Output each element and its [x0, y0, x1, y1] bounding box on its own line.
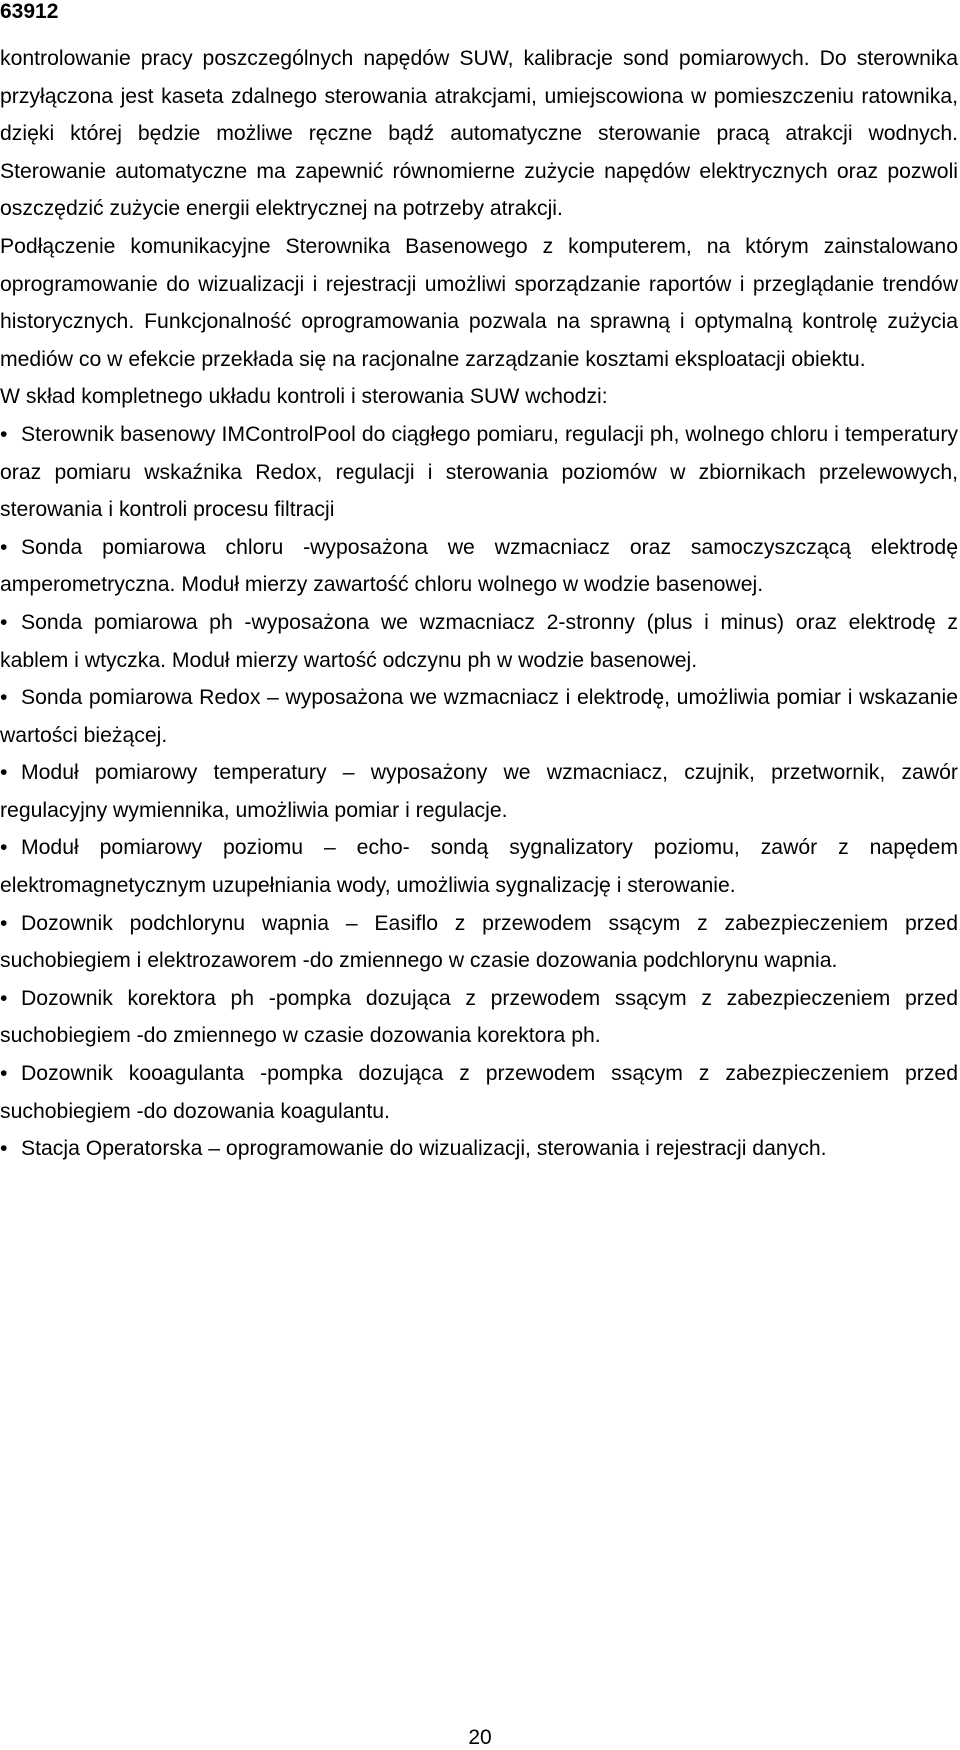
- document-body: [0, 40, 958, 1168]
- list-item: [0, 829, 958, 904]
- bullet-icon: •: [0, 761, 8, 785]
- list-item: [0, 1130, 958, 1168]
- component-list: [0, 416, 958, 1168]
- bullet-icon: •: [0, 836, 8, 860]
- list-item-text: Sonda pomiarowa ph -wyposażona we wzmacniacz 2-stronny (plus i minus) oraz elektrodę z kablem i wtyczka. Moduł mierzy wartość odczynu ph w wodzie basenowej.: [0, 610, 958, 672]
- list-item-text: Dozownik kooagulanta -pompka dozująca z przewodem ssącym z zabezpieczeniem przed suchobiegiem -do dozowania koagulantu.: [0, 1062, 958, 1123]
- list-item: [0, 754, 958, 829]
- bullet-icon: •: [0, 610, 8, 634]
- paragraph-list-intro: W skład kompletnego układu kontroli i sterowania SUW wchodzi:: [0, 385, 608, 409]
- bullet-icon: •: [0, 1062, 8, 1086]
- bullet-icon: •: [0, 986, 8, 1010]
- list-item-text: Dozownik korektora ph -pompka dozująca z przewodem ssącym z zabezpieczeniem przed suchobiegiem -do zmiennego w czasie dozowania korektora ph.: [0, 986, 958, 1048]
- page-number: 20: [468, 1726, 492, 1749]
- list-item: [0, 1055, 958, 1130]
- list-item: [0, 604, 958, 679]
- list-item-text: Sterownik basenowy IMControlPool do ciągłego pomiaru, regulacji ph, wolnego chloru i temperatury oraz pomiaru wskaźnika Redox, regulacji i sterowania poziomów w zbiornikach przelewowych, sterowania i kontroli procesu filtracji: [0, 422, 958, 522]
- bullet-icon: •: [0, 911, 8, 935]
- list-item-text: Moduł pomiarowy temperatury – wyposażony we wzmacniacz, czujnik, przetwornik, zawór regulacyjny wymiennika, umożliwia pomiar i regulacje.: [0, 761, 958, 822]
- bullet-icon: •: [0, 686, 8, 710]
- list-item: [0, 980, 958, 1055]
- document-id: 63912: [0, 0, 59, 23]
- list-item: [0, 679, 958, 754]
- paragraph-control-panel: kontrolowanie pracy poszczególnych napędów SUW, kalibracje sond pomiarowych. Do sterownika przyłączona jest kaseta zdalnego sterowania atrakcjami, umiejscowiona w pomieszczeniu ratownika, dzięki której będzie możliwe ręczne bądź automatyczne sterowanie pracą atrakcji wodnych. Sterowanie automatyczne ma zapewnić równomierne zużycie napędów elektrycznych oraz pozwoli oszczędzić zużycie energii elektrycznej na potrzeby atrakcji.: [0, 47, 958, 221]
- paragraph-communication: Podłączenie komunikacyjne Sterownika Basenowego z komputerem, na którym zainstalowano oprogramowanie do wizualizacji i rejestracji umożliwi sporządzanie raportów i przeglądanie trendów historycznych. Funkcjonalność oprogramowania pozwala na sprawną i optymalną kontrolę zużycia mediów co w efekcie przekłada się na racjonalne zarządzanie kosztami eksploatacji obiektu.: [0, 234, 958, 371]
- list-item: [0, 905, 958, 980]
- list-item-text: Stacja Operatorska – oprogramowanie do wizualizacji, sterowania i rejestracji danych.: [21, 1137, 827, 1161]
- list-item-text: Sonda pomiarowa Redox – wyposażona we wzmacniacz i elektrodę, umożliwia pomiar i wskazanie wartości bieżącej.: [0, 686, 958, 747]
- list-item-text: Dozownik podchlorynu wapnia – Easiflo z przewodem ssącym z zabezpieczeniem przed suchobiegiem i elektrozaworem -do zmiennego w czasie dozowania podchlorynu wapnia.: [0, 911, 958, 973]
- list-item-text: Sonda pomiarowa chloru -wyposażona we wzmacniacz oraz samoczyszczącą elektrodę amperometryczna. Moduł mierzy zawartość chloru wolnego w wodzie basenowej.: [0, 535, 958, 597]
- list-item: [0, 416, 958, 529]
- list-item: [0, 529, 958, 604]
- bullet-icon: •: [0, 1137, 8, 1161]
- bullet-icon: •: [0, 535, 8, 559]
- list-item-text: Moduł pomiarowy poziomu – echo- sondą sygnalizatory poziomu, zawór z napędem elektromagnetycznym uzupełniania wody, umożliwia sygnalizację i sterowanie.: [0, 836, 958, 898]
- bullet-icon: •: [0, 422, 8, 446]
